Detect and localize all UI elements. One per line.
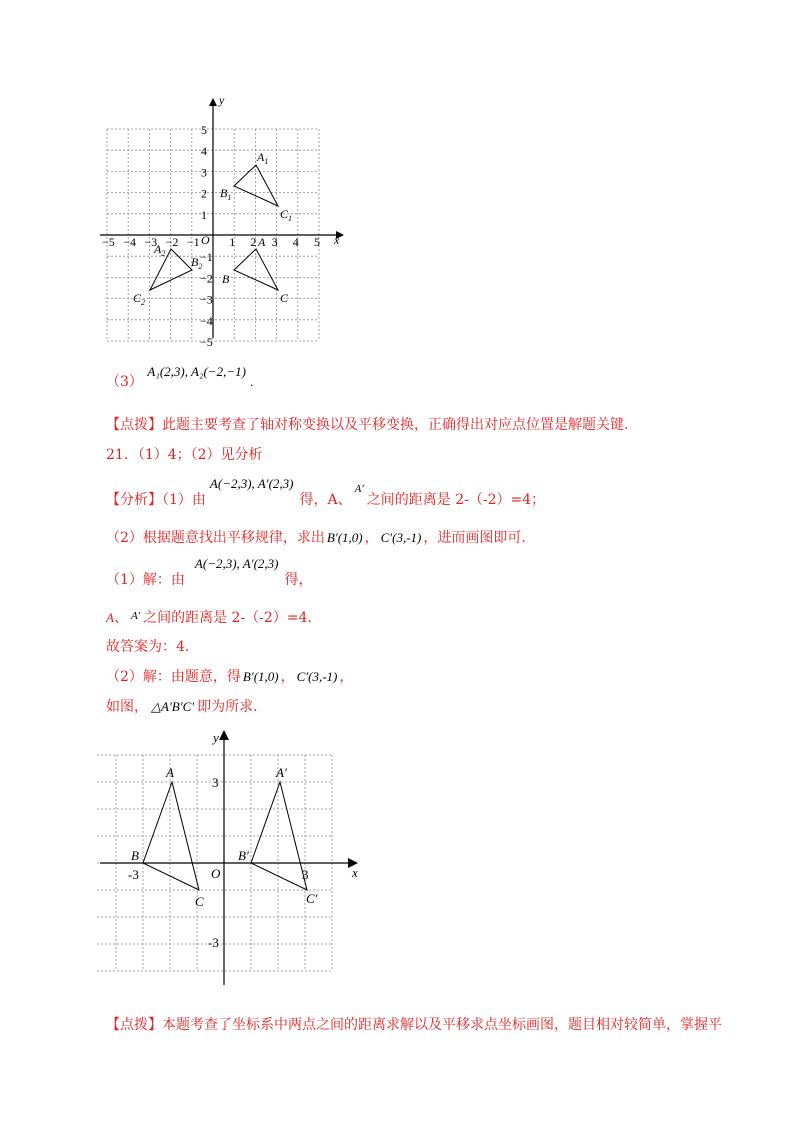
y-axis-label: y: [219, 93, 225, 107]
x-axis-label-2: x: [352, 865, 358, 880]
x-tick-label: 3: [271, 235, 278, 249]
origin-label-2: O: [211, 866, 221, 881]
y-tick-label: 2: [201, 186, 207, 201]
triangle-abc: [234, 249, 278, 290]
x-tick-label: −1: [186, 235, 200, 249]
tick-y-neg3: -3: [208, 935, 219, 950]
jie2-lead: （2）解：由题意，得: [106, 669, 241, 685]
jie1b-a: A: [106, 610, 114, 625]
x-tick-label: 2: [250, 235, 257, 249]
jie1b-prime: A′: [130, 610, 141, 622]
rutu-lead: 如图，: [106, 699, 148, 715]
label-a: A: [258, 235, 266, 249]
fenxi2-b: B′(1,0): [326, 530, 363, 545]
x-tick-label: −4: [123, 235, 136, 249]
question-21-answer: 21．（1）4；（2）见分析: [106, 447, 263, 463]
rutu-tail: 即为所求.: [197, 699, 258, 715]
jie-1-line: [106, 556, 313, 590]
y-tick-label: −3: [200, 292, 213, 307]
fenxi-prime: A′: [354, 483, 364, 495]
answer-line: 故答案为：4.: [106, 639, 190, 655]
rutu-line: [106, 697, 258, 717]
dianbo-2: 【点拨】本题考查了坐标系中两点之间的距离求解以及平移求点坐标画图，题目相对较简单，掌握平: [106, 1017, 722, 1033]
label-cp: C′: [306, 891, 318, 906]
tick-x-neg3: -3: [128, 867, 139, 882]
label-b1: $B_1$: [220, 186, 232, 202]
fenxi-line-1: [106, 476, 546, 511]
fenxi-tail: 之间的距离是 2-（-2）=4；: [366, 492, 546, 508]
label-c1: $C_1$: [280, 207, 293, 223]
x-tick-label: 1: [229, 235, 236, 249]
x-tick-label: 4: [292, 235, 299, 249]
x-tick-label: −2: [165, 235, 179, 249]
fenxi2-tail: ，进而画图即可.: [423, 530, 526, 546]
x-tick-label: −3: [144, 235, 158, 249]
jie1b-sep: 、: [113, 610, 128, 626]
x-axis-label: x: [334, 233, 340, 247]
y-axis-label-2: y: [213, 730, 219, 745]
fenxi-math: A(−2,3), A′(2,3): [209, 476, 294, 491]
label-c2: $C_2$: [133, 291, 146, 307]
part-3-suffix: .: [250, 374, 254, 389]
jie1b-tail: 之间的距离是 2-（-2）=4.: [143, 610, 312, 626]
y-axis-arrow-2: [219, 730, 229, 740]
y-tick-label: 1: [201, 207, 207, 222]
coordinate-graph-2: [95, 725, 370, 995]
jie1-lead: （1）解：由: [106, 572, 185, 588]
y-tick-label: −2: [200, 271, 213, 286]
fenxi2-sep: ，: [364, 530, 379, 546]
jie-1b-line: [106, 608, 312, 629]
fenxi-line-2: [106, 528, 526, 548]
fenxi2-c: C′(3,-1): [380, 530, 422, 545]
label-bp: B′: [238, 848, 249, 863]
y-tick-label: 3: [201, 165, 207, 180]
label-b2: $B_2$: [191, 255, 203, 271]
jie2-b: B′(1,0): [242, 669, 279, 684]
fenxi2-lead: （2）根据题意找出平移规律，求出: [106, 530, 325, 546]
jie1-math: A(−2,3), A′(2,3): [194, 556, 279, 571]
x-tick-label: −5: [102, 235, 115, 249]
origin-label: O: [201, 233, 210, 247]
jie2-c: C′(3,-1): [296, 669, 338, 684]
y-tick-label: 4: [201, 144, 207, 159]
dianbo-1: 【点拨】此题主要考查了轴对称变换以及平移变换，正确得出对应点位置是解题关键.: [106, 417, 629, 433]
y-tick-label: −1: [200, 250, 213, 265]
part-3-prefix: （3）: [106, 374, 143, 390]
jie-2-line: [106, 667, 353, 687]
tick-x-3: 3: [302, 867, 309, 882]
label-a-2: A: [166, 765, 174, 780]
label-b: B: [222, 272, 230, 286]
label-c-2: C: [195, 894, 204, 909]
label-a1: $A_1$: [257, 150, 269, 166]
label-ap: A′: [276, 765, 287, 780]
part-3-math: A₁(2,3), A₂(−2,−1): [147, 364, 246, 379]
label-a2: $A_2$: [154, 242, 166, 258]
label-b-2: B: [131, 848, 139, 863]
y-tick-label: −4: [200, 313, 213, 328]
y-tick-label: −5: [200, 335, 213, 349]
rutu-triangle: △A′B′C′: [151, 699, 195, 714]
fenxi-lead: 【分析】（1）由: [106, 492, 206, 508]
y-axis-arrow: [209, 98, 217, 106]
y-tick-label: 5: [201, 123, 207, 137]
x-tick-label: 5: [314, 235, 320, 249]
jie2-tail: ，: [339, 669, 354, 685]
label-c: C: [280, 291, 289, 305]
jie2-sep: ，: [280, 669, 295, 685]
tick-y-3: 3: [212, 775, 219, 790]
jie1-tail: 得，: [284, 572, 313, 588]
part-3-line: [106, 364, 254, 392]
fenxi-mid: 得，A、: [299, 492, 352, 508]
coordinate-graph-1: [95, 90, 355, 350]
